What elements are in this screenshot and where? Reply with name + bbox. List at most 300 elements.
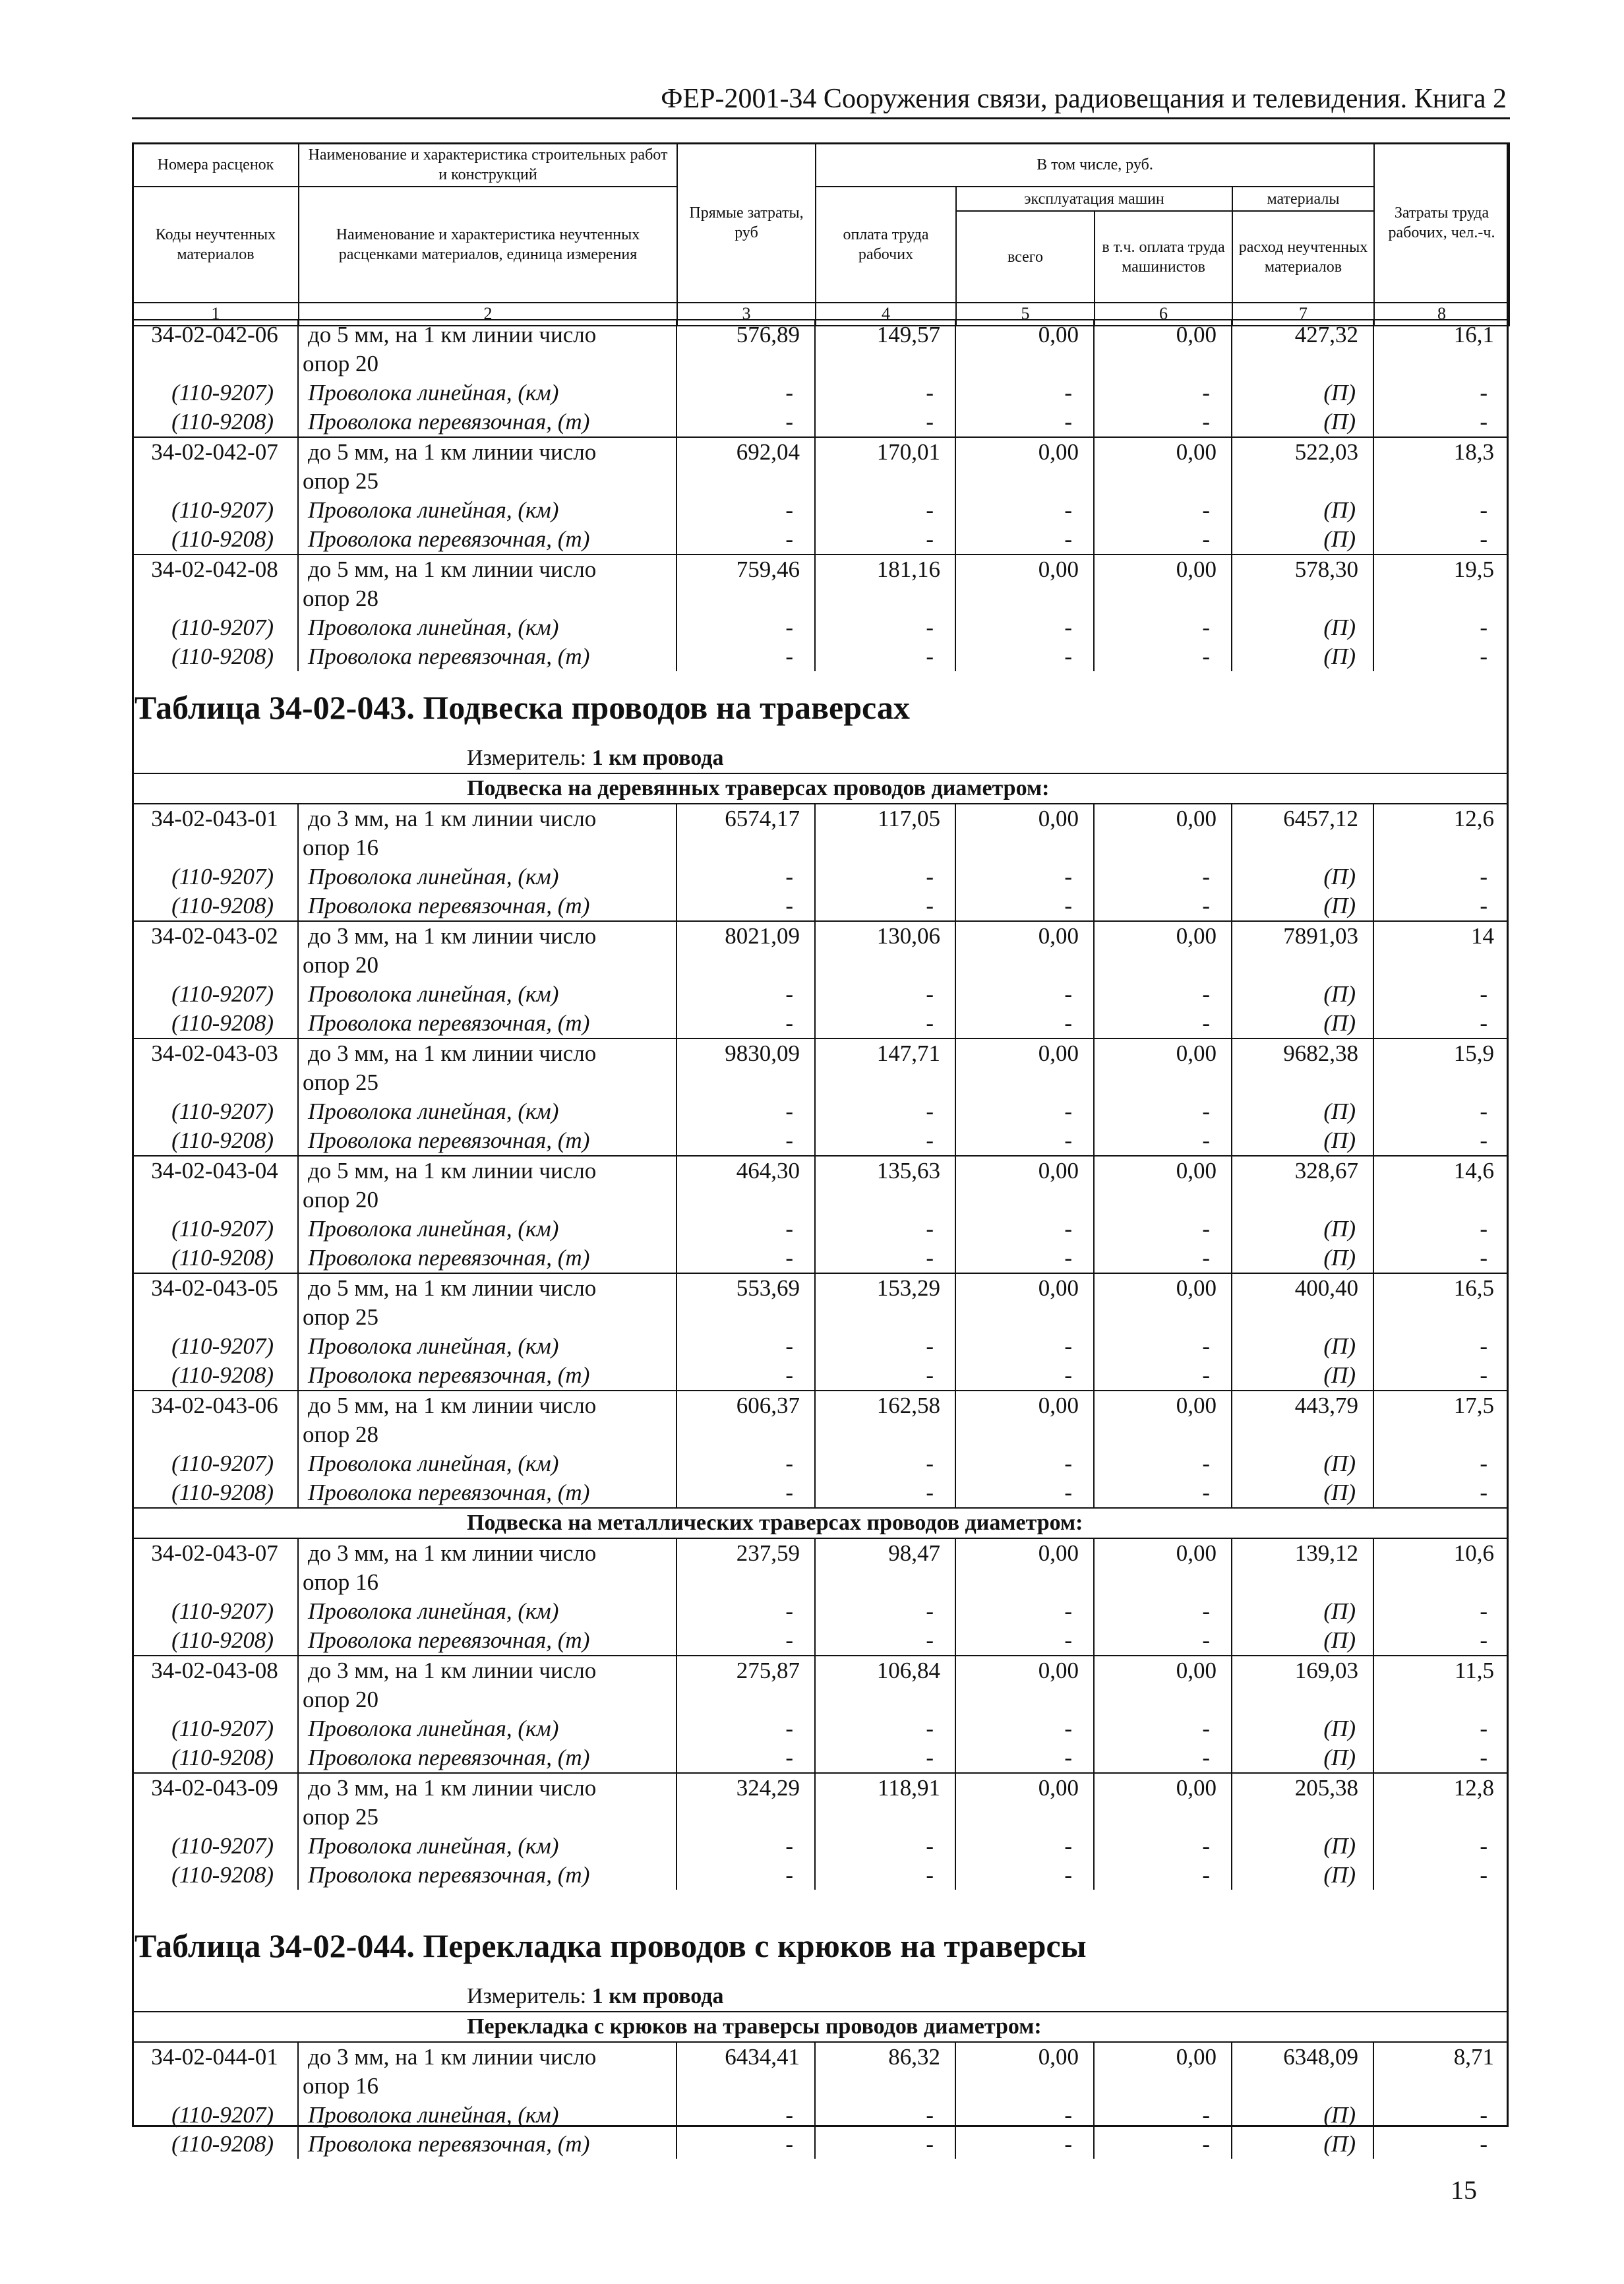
rate-code: 34-02-043-01: [132, 804, 298, 833]
labor-costs-value: 14: [1373, 921, 1509, 951]
empty-cell: [955, 349, 1094, 378]
work-description: до 5 мм, на 1 км линии число: [298, 1273, 677, 1303]
unaccounted-material-mark: (П): [1232, 1097, 1373, 1126]
material-code: (110-9207): [171, 2102, 274, 2128]
labor-costs-value: 18,3: [1373, 437, 1509, 467]
empty-cell: [1094, 1420, 1232, 1449]
rate-row: [132, 555, 1509, 584]
dash-value: -: [1373, 378, 1509, 407]
work-description-continuation: опор 16: [298, 833, 677, 862]
machinist-pay-value: 0,00: [1094, 1656, 1232, 1685]
dash-value: -: [677, 2130, 815, 2159]
empty-cell: [815, 349, 955, 378]
material-name: Проволока перевязочная, (т): [298, 407, 677, 437]
materials-value: 578,30: [1232, 555, 1373, 584]
empty-cell: [815, 2072, 955, 2101]
material-name: Проволока линейная, (км): [298, 1449, 677, 1478]
work-description-continuation: опор 16: [298, 2072, 677, 2101]
empty-cell: [677, 1186, 815, 1215]
empty-cell: [1094, 1186, 1232, 1215]
rate-row: [132, 1038, 1509, 1068]
dash-value: -: [955, 378, 1094, 407]
material-row: [132, 1097, 1509, 1126]
empty-cell: [1094, 467, 1232, 496]
meter-label: Измеритель:: [467, 746, 587, 770]
material-name: Проволока линейная, (км): [298, 980, 677, 1009]
empty-cell: [955, 1186, 1094, 1215]
work-description-continuation: опор 20: [298, 1186, 677, 1215]
material-name: Проволока перевязочная, (т): [298, 1126, 677, 1156]
empty-cell: [1373, 584, 1509, 613]
material-row: [132, 891, 1509, 921]
header-rate-numbers: Номера расценок: [133, 143, 299, 187]
rate-code: 34-02-043-08: [132, 1656, 298, 1685]
machine-total-value: 0,00: [955, 1273, 1094, 1303]
table-043-title: Таблица 34-02-043. Подвеска проводов на траверсах: [135, 689, 910, 726]
empty-cell: [132, 744, 298, 773]
dash-value: -: [955, 1009, 1094, 1038]
material-row: [132, 378, 1509, 407]
machinist-pay-value: 0,00: [1094, 1391, 1232, 1420]
labor-costs-value: 12,6: [1373, 804, 1509, 833]
empty-cell: [955, 1303, 1094, 1332]
material-code: (110-9208): [171, 526, 274, 552]
empty-cell: [955, 2072, 1094, 2101]
rate-code: 34-02-043-02: [132, 921, 298, 951]
work-description-continuation: опор 25: [298, 1303, 677, 1332]
empty-cell: [132, 2072, 298, 2101]
direct-costs-value: 324,29: [677, 1773, 815, 1803]
material-row: [132, 1714, 1509, 1743]
dash-value: -: [677, 1626, 815, 1656]
dash-value: -: [1373, 642, 1509, 671]
empty-cell: [1232, 1303, 1373, 1332]
material-name: Проволока линейная, (км): [298, 1832, 677, 1861]
header-machinist-pay: в т.ч. оплата труда машинистов: [1095, 211, 1232, 303]
rate-row-continuation: [132, 1803, 1509, 1832]
empty-cell: [815, 951, 955, 980]
direct-costs-value: 606,37: [677, 1391, 815, 1420]
work-description: до 5 мм, на 1 км линии число: [298, 1156, 677, 1186]
dash-value: -: [815, 862, 955, 891]
header-worker-pay: оплата труда рабочих: [816, 187, 956, 303]
material-row: [132, 1332, 1509, 1361]
rate-row-continuation: [132, 1420, 1509, 1449]
meter-value: 1 км провода: [591, 1984, 724, 2008]
dash-value: -: [677, 1714, 815, 1743]
dash-value: -: [955, 1626, 1094, 1656]
dash-value: -: [1373, 2130, 1509, 2159]
material-code: (110-9208): [171, 1745, 274, 1770]
dash-value: -: [815, 1097, 955, 1126]
dash-value: -: [1094, 1861, 1232, 1890]
material-row: [132, 1244, 1509, 1273]
empty-cell: [1373, 2072, 1509, 2101]
worker-pay-value: 149,57: [815, 320, 955, 349]
materials-value: 139,12: [1232, 1538, 1373, 1568]
empty-cell: [1232, 2072, 1373, 2101]
empty-cell: [132, 951, 298, 980]
materials-value: 400,40: [1232, 1273, 1373, 1303]
work-description-continuation: опор 25: [298, 1068, 677, 1097]
empty-cell: [815, 833, 955, 862]
rate-code: 34-02-043-06: [132, 1391, 298, 1420]
unaccounted-material-mark: (П): [1232, 1244, 1373, 1273]
unaccounted-material-mark: (П): [1232, 1361, 1373, 1391]
work-description: до 3 мм, на 1 км линии число: [298, 1038, 677, 1068]
direct-costs-value: 275,87: [677, 1656, 815, 1685]
material-name: Проволока линейная, (км): [298, 862, 677, 891]
machine-total-value: 0,00: [955, 921, 1094, 951]
meter-line: [298, 744, 1509, 773]
work-description: до 5 мм, на 1 км линии число: [298, 555, 677, 584]
dash-value: -: [677, 642, 815, 671]
empty-cell: [815, 1568, 955, 1597]
material-name: Проволока перевязочная, (т): [298, 1244, 677, 1273]
materials-value: 6348,09: [1232, 2042, 1373, 2072]
empty-cell: [677, 1685, 815, 1714]
empty-cell: [132, 1982, 298, 2012]
dash-value: -: [677, 980, 815, 1009]
dash-value: -: [815, 1861, 955, 1890]
empty-cell: [677, 1568, 815, 1597]
section-heading: Подвеска на деревянных траверсах проводов диаметром:: [298, 773, 1509, 804]
header-work-name: Наименование и характеристика строительных работ и конструкций: [299, 143, 677, 187]
dash-value: -: [1094, 1449, 1232, 1478]
dash-value: -: [955, 1478, 1094, 1508]
direct-costs-value: 692,04: [677, 437, 815, 467]
rate-row: [132, 2042, 1509, 2072]
rate-row-continuation: [132, 833, 1509, 862]
dash-value: -: [815, 2130, 955, 2159]
dash-value: -: [955, 1215, 1094, 1244]
dash-value: -: [955, 1097, 1094, 1126]
unaccounted-material-mark: (П): [1232, 1009, 1373, 1038]
labor-costs-value: 8,71: [1373, 2042, 1509, 2072]
material-code: (110-9208): [171, 1362, 274, 1388]
empty-cell: [1373, 1186, 1509, 1215]
worker-pay-value: 162,58: [815, 1391, 955, 1420]
empty-cell: [1232, 1568, 1373, 1597]
empty-cell: [955, 467, 1094, 496]
dash-value: -: [1373, 1478, 1509, 1508]
material-code: (110-9208): [171, 1245, 274, 1271]
rate-code: 34-02-043-07: [132, 1538, 298, 1568]
dash-value: -: [955, 1861, 1094, 1890]
empty-cell: [132, 1186, 298, 1215]
header-direct-costs: Прямые затраты, руб: [677, 143, 816, 303]
table-043-title-row: [132, 671, 1509, 744]
empty-cell: [677, 1068, 815, 1097]
material-name: Проволока линейная, (км): [298, 378, 677, 407]
machinist-pay-value: 0,00: [1094, 2042, 1232, 2072]
empty-cell: [1094, 1068, 1232, 1097]
dash-value: -: [1373, 1626, 1509, 1656]
empty-cell: [1094, 1568, 1232, 1597]
direct-costs-value: 6574,17: [677, 804, 815, 833]
dash-value: -: [1094, 1597, 1232, 1626]
dash-value: -: [815, 1832, 955, 1861]
dash-value: -: [955, 1332, 1094, 1361]
dash-value: -: [1373, 1244, 1509, 1273]
material-name: Проволока перевязочная, (т): [298, 1361, 677, 1391]
material-row: [132, 1861, 1509, 1890]
empty-cell: [1232, 951, 1373, 980]
empty-cell: [1232, 1186, 1373, 1215]
dash-value: -: [677, 1449, 815, 1478]
labor-costs-value: 12,8: [1373, 1773, 1509, 1803]
header-material-name: Наименование и характеристика неучтенных расценками материалов, единица измерения: [299, 187, 677, 303]
work-description: до 5 мм, на 1 км линии число: [298, 320, 677, 349]
dash-value: -: [815, 407, 955, 437]
dash-value: -: [815, 642, 955, 671]
rate-row: [132, 1391, 1509, 1420]
empty-cell: [815, 1068, 955, 1097]
empty-cell: [815, 1303, 955, 1332]
material-row: [132, 1626, 1509, 1656]
work-description: до 5 мм, на 1 км линии число: [298, 437, 677, 467]
empty-cell: [1094, 1303, 1232, 1332]
worker-pay-value: 153,29: [815, 1273, 955, 1303]
table-044-title: Таблица 34-02-044. Перекладка проводов с крюков на траверсы: [135, 1927, 1087, 1964]
materials-value: 205,38: [1232, 1773, 1373, 1803]
rate-row-continuation: [132, 1186, 1509, 1215]
dash-value: -: [1094, 1743, 1232, 1773]
empty-cell: [1373, 1685, 1509, 1714]
material-code: (110-9208): [171, 1627, 274, 1653]
dash-value: -: [1094, 1478, 1232, 1508]
dash-value: -: [1373, 1861, 1509, 1890]
empty-cell: [955, 584, 1094, 613]
work-description-continuation: опор 20: [298, 951, 677, 980]
dash-value: -: [1094, 2101, 1232, 2130]
material-name: Проволока линейная, (км): [298, 1597, 677, 1626]
empty-cell: [132, 773, 298, 804]
worker-pay-value: 117,05: [815, 804, 955, 833]
material-code: (110-9208): [171, 2131, 274, 2157]
dash-value: -: [677, 496, 815, 525]
dash-value: -: [815, 1449, 955, 1478]
dash-value: -: [955, 862, 1094, 891]
dash-value: -: [677, 613, 815, 642]
header-machine-operation: эксплуатация машин: [956, 187, 1232, 211]
empty-cell: [677, 1420, 815, 1449]
material-row: [132, 1361, 1509, 1391]
empty-cell: [1232, 349, 1373, 378]
worker-pay-value: 170,01: [815, 437, 955, 467]
unaccounted-material-mark: (П): [1232, 525, 1373, 555]
material-row: [132, 1449, 1509, 1478]
material-row: [132, 525, 1509, 555]
worker-pay-value: 147,71: [815, 1038, 955, 1068]
dash-value: -: [1094, 891, 1232, 921]
work-description: до 5 мм, на 1 км линии число: [298, 1391, 677, 1420]
material-name: Проволока перевязочная, (т): [298, 642, 677, 671]
material-name: Проволока перевязочная, (т): [298, 1861, 677, 1890]
unaccounted-material-mark: (П): [1232, 1478, 1373, 1508]
empty-cell: [132, 1420, 298, 1449]
rate-row: [132, 320, 1509, 349]
material-code: (110-9207): [171, 380, 274, 406]
dash-value: -: [1094, 862, 1232, 891]
material-row: [132, 642, 1509, 671]
rate-row: [132, 1656, 1509, 1685]
meter-row: [132, 744, 1509, 773]
unaccounted-material-mark: (П): [1232, 891, 1373, 921]
rate-row: [132, 437, 1509, 467]
machine-total-value: 0,00: [955, 1156, 1094, 1186]
labor-costs-value: 11,5: [1373, 1656, 1509, 1685]
work-description: до 3 мм, на 1 км линии число: [298, 1538, 677, 1568]
empty-cell: [815, 1685, 955, 1714]
dash-value: -: [1094, 1097, 1232, 1126]
dash-value: -: [955, 1714, 1094, 1743]
column-number: 4: [816, 303, 956, 326]
materials-value: 328,67: [1232, 1156, 1373, 1186]
material-name: Проволока линейная, (км): [298, 496, 677, 525]
material-name: Проволока линейная, (км): [298, 613, 677, 642]
empty-cell: [132, 1803, 298, 1832]
dash-value: -: [1373, 862, 1509, 891]
empty-cell: [677, 467, 815, 496]
labor-costs-value: 16,5: [1373, 1273, 1509, 1303]
section-row: [132, 1508, 1509, 1538]
material-row: [132, 496, 1509, 525]
unaccounted-material-mark: (П): [1232, 2130, 1373, 2159]
rate-row-continuation: [132, 467, 1509, 496]
material-name: Проволока перевязочная, (т): [298, 891, 677, 921]
rates-table: [132, 319, 1509, 2159]
column-number: 6: [1095, 303, 1232, 326]
dash-value: -: [677, 862, 815, 891]
empty-cell: [1232, 833, 1373, 862]
material-code: (110-9207): [171, 1333, 274, 1359]
empty-cell: [132, 1685, 298, 1714]
empty-cell: [815, 584, 955, 613]
dash-value: -: [815, 2101, 955, 2130]
material-row: [132, 980, 1509, 1009]
rate-row-continuation: [132, 951, 1509, 980]
dash-value: -: [1373, 1449, 1509, 1478]
unaccounted-material-mark: (П): [1232, 980, 1373, 1009]
dash-value: -: [677, 1478, 815, 1508]
dash-value: -: [677, 1832, 815, 1861]
material-row: [132, 1597, 1509, 1626]
column-number: 3: [677, 303, 816, 326]
dash-value: -: [1373, 1332, 1509, 1361]
machinist-pay-value: 0,00: [1094, 804, 1232, 833]
rate-code: 34-02-042-08: [132, 555, 298, 584]
dash-value: -: [1373, 1743, 1509, 1773]
empty-cell: [132, 467, 298, 496]
direct-costs-value: 464,30: [677, 1156, 815, 1186]
empty-cell: [132, 2012, 298, 2042]
unaccounted-material-mark: (П): [1232, 1626, 1373, 1656]
rate-code: 34-02-042-06: [132, 320, 298, 349]
dash-value: -: [1094, 525, 1232, 555]
dash-value: -: [1373, 1714, 1509, 1743]
material-name: Проволока перевязочная, (т): [298, 1743, 677, 1773]
material-row: [132, 2130, 1509, 2159]
dash-value: -: [955, 613, 1094, 642]
dash-value: -: [815, 496, 955, 525]
dash-value: -: [677, 891, 815, 921]
table-044-title-row: [132, 1909, 1509, 1982]
dash-value: -: [815, 1244, 955, 1273]
machinist-pay-value: 0,00: [1094, 1773, 1232, 1803]
empty-cell: [955, 1068, 1094, 1097]
material-name: Проволока перевязочная, (т): [298, 1009, 677, 1038]
rate-row-continuation: [132, 2072, 1509, 2101]
dash-value: -: [955, 891, 1094, 921]
material-code: (110-9207): [171, 1716, 274, 1741]
unaccounted-material-mark: (П): [1232, 1832, 1373, 1861]
dash-value: -: [815, 1361, 955, 1391]
empty-cell: [677, 2072, 815, 2101]
column-number: 8: [1374, 303, 1509, 326]
material-name: Проволока перевязочная, (т): [298, 1626, 677, 1656]
material-code: (110-9207): [171, 864, 274, 889]
section-heading: Подвеска на металлических траверсах проводов диаметром:: [298, 1508, 1509, 1538]
material-row: [132, 1478, 1509, 1508]
empty-cell: [677, 584, 815, 613]
material-code: (110-9208): [171, 1010, 274, 1036]
empty-cell: [815, 467, 955, 496]
direct-costs-value: 8021,09: [677, 921, 815, 951]
empty-cell: [132, 1890, 1509, 1909]
column-number: 2: [299, 303, 677, 326]
material-code: (110-9208): [171, 893, 274, 918]
dash-value: -: [677, 2101, 815, 2130]
direct-costs-value: 759,46: [677, 555, 815, 584]
empty-cell: [1232, 1803, 1373, 1832]
dash-value: -: [1373, 407, 1509, 437]
dash-value: -: [677, 525, 815, 555]
material-row: [132, 862, 1509, 891]
labor-costs-value: 19,5: [1373, 555, 1509, 584]
work-description-continuation: опор 28: [298, 584, 677, 613]
dash-value: -: [1373, 1597, 1509, 1626]
worker-pay-value: 86,32: [815, 2042, 955, 2072]
dash-value: -: [955, 496, 1094, 525]
section-row: [132, 2012, 1509, 2042]
empty-cell: [1373, 1068, 1509, 1097]
dash-value: -: [815, 980, 955, 1009]
direct-costs-value: 553,69: [677, 1273, 815, 1303]
material-code: (110-9207): [171, 1098, 274, 1124]
material-code: (110-9207): [171, 1216, 274, 1242]
dash-value: -: [1094, 407, 1232, 437]
meter-row: [132, 1982, 1509, 2012]
empty-cell: [677, 833, 815, 862]
dash-value: -: [1094, 496, 1232, 525]
section-row: [132, 773, 1509, 804]
empty-cell: [1373, 1420, 1509, 1449]
material-row: [132, 1743, 1509, 1773]
empty-cell: [677, 1303, 815, 1332]
empty-cell: [132, 1068, 298, 1097]
material-row: [132, 613, 1509, 642]
material-row: [132, 1215, 1509, 1244]
unaccounted-material-mark: (П): [1232, 496, 1373, 525]
empty-cell: [1232, 1068, 1373, 1097]
material-row: [132, 1009, 1509, 1038]
material-code: (110-9208): [171, 1480, 274, 1505]
header-labor-costs: Затраты труда рабочих, чел.-ч.: [1374, 143, 1509, 303]
material-code: (110-9207): [171, 1833, 274, 1859]
rate-row: [132, 1156, 1509, 1186]
dash-value: -: [815, 891, 955, 921]
